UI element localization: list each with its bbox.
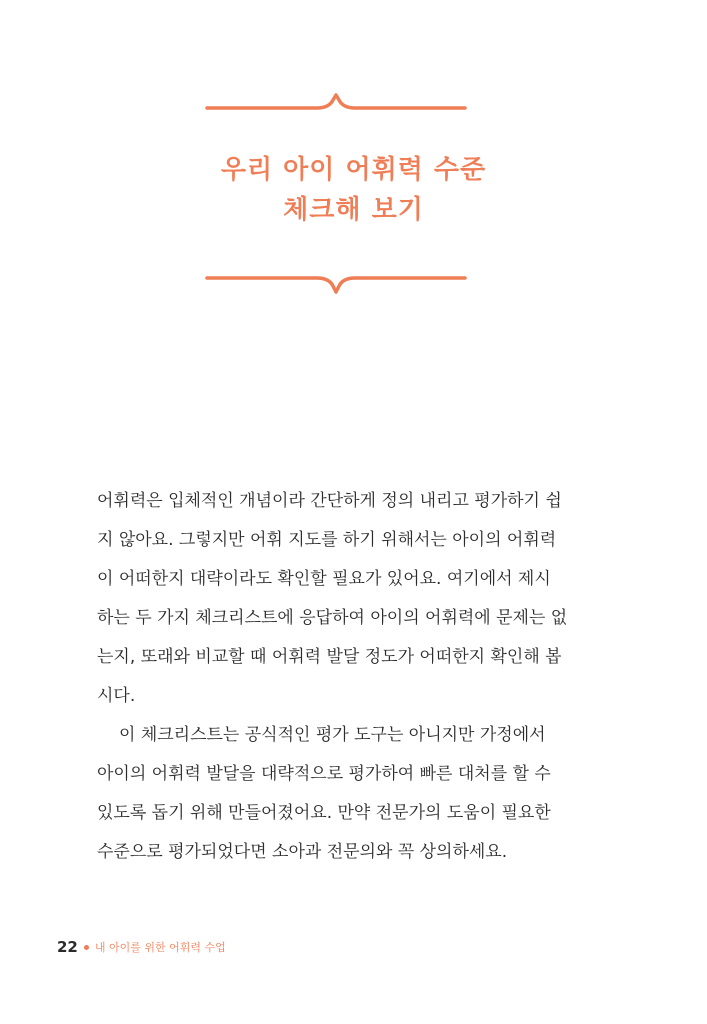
paragraph-2-line: 이 체크리스트는 공식적인 평가 도구는 아니지만 가정에서 bbox=[119, 725, 546, 745]
paragraph-2-line: 있도록 돕기 위해 만들어졌어요. 만약 전문가의 도움이 필요한 bbox=[97, 803, 551, 823]
ornament-bottom-icon bbox=[205, 268, 467, 296]
bottom-ornament-divider bbox=[205, 268, 467, 296]
paragraph-1-line: 시다. bbox=[97, 686, 136, 706]
paragraph-2-line: 아이의 어휘력 발달을 대략적으로 평가하여 빠른 대처를 할 수 bbox=[97, 764, 551, 784]
top-ornament-divider bbox=[205, 92, 467, 120]
title-line-2: 체크해 보기 bbox=[283, 195, 424, 225]
page-number: 22 bbox=[57, 938, 78, 956]
paragraph-1-line: 하는 두 가지 체크리스트에 응답하여 아이의 어휘력에 문제는 없 bbox=[97, 608, 568, 628]
body-text bbox=[97, 482, 583, 872]
paragraph-1-line: 는지, 또래와 비교할 때 어휘력 발달 정도가 어떠한지 확인해 봅 bbox=[97, 647, 562, 667]
paragraph-1-line: 어휘력은 입체적인 개념이라 간단하게 정의 내리고 평가하기 쉽 bbox=[97, 491, 562, 511]
ornament-top-icon bbox=[205, 92, 467, 120]
paragraph-2 bbox=[97, 716, 583, 872]
paragraph-1 bbox=[97, 482, 583, 716]
paragraph-1-line: 이 어떠한지 대략이라도 확인할 필요가 있어요. 여기에서 제시 bbox=[97, 569, 551, 589]
chapter-title bbox=[0, 150, 707, 230]
page-footer bbox=[57, 938, 226, 956]
paragraph-1-line: 지 않아요. 그렇지만 어휘 지도를 하기 위해서는 아이의 어휘력 bbox=[97, 530, 557, 550]
running-book-title: 내 아이를 위한 어휘력 수업 bbox=[94, 941, 226, 954]
paragraph-2-line: 수준으로 평가되었다면 소아과 전문의와 꼭 상의하세요. bbox=[97, 842, 508, 862]
title-line-1: 우리 아이 어휘력 수준 bbox=[220, 155, 487, 185]
bullet-icon bbox=[84, 945, 89, 950]
